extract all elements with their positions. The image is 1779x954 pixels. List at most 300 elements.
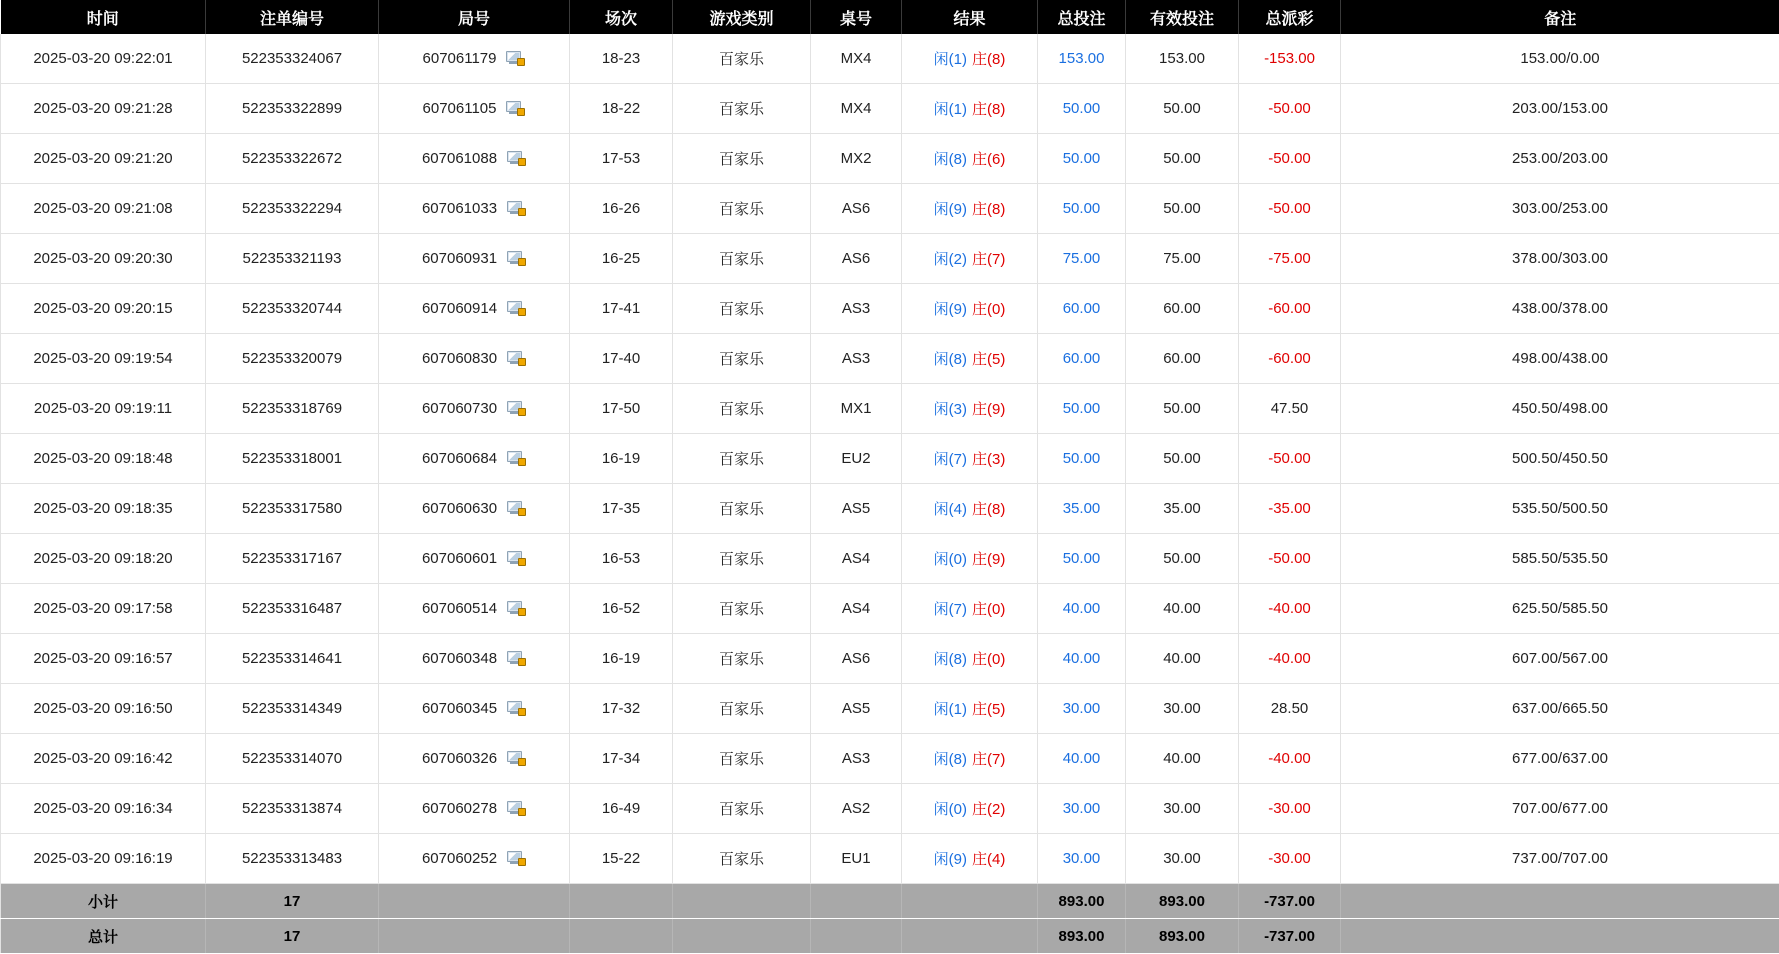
cell-payout: 47.50 xyxy=(1239,384,1341,434)
result-player: 闲(8) xyxy=(934,351,967,368)
cell-time: 2025-03-20 09:19:54 xyxy=(1,334,206,384)
monitor-replay-icon[interactable] xyxy=(507,751,526,766)
table-row xyxy=(1,84,1779,134)
cell-gametype: 百家乐 xyxy=(673,684,811,734)
cell-tableno: AS6 xyxy=(811,184,902,234)
result-banker: 庄(9) xyxy=(972,551,1005,568)
cell-gametype: 百家乐 xyxy=(673,584,811,634)
cell-tableno: AS4 xyxy=(811,584,902,634)
summary-count: 17 xyxy=(206,919,379,954)
result-player: 闲(4) xyxy=(934,501,967,518)
cell-round xyxy=(379,34,570,84)
cell-result xyxy=(902,784,1038,834)
round-number: 607061179 xyxy=(423,50,497,67)
cell-validbet: 40.00 xyxy=(1126,634,1239,684)
monitor-replay-icon[interactable] xyxy=(507,251,526,266)
cell-validbet: 40.00 xyxy=(1126,584,1239,634)
monitor-replay-icon[interactable] xyxy=(507,401,526,416)
summary-totalbet: 893.00 xyxy=(1038,919,1126,954)
cell-session: 16-26 xyxy=(570,184,673,234)
cell-remark: 585.50/535.50 xyxy=(1341,534,1779,584)
cell-gametype: 百家乐 xyxy=(673,834,811,884)
cell-remark: 607.00/567.00 xyxy=(1341,634,1779,684)
summary-empty-session xyxy=(570,884,673,919)
round-number: 607060914 xyxy=(422,300,497,317)
cell-time: 2025-03-20 09:16:50 xyxy=(1,684,206,734)
cell-orderno: 522353314349 xyxy=(206,684,379,734)
round-number: 607060252 xyxy=(422,850,497,867)
table-row xyxy=(1,784,1779,834)
cell-gametype: 百家乐 xyxy=(673,384,811,434)
cell-round xyxy=(379,434,570,484)
cell-round xyxy=(379,334,570,384)
monitor-replay-icon[interactable] xyxy=(507,351,526,366)
cell-tableno: EU1 xyxy=(811,834,902,884)
column-header-result: 结果 xyxy=(902,0,1038,34)
cell-round xyxy=(379,484,570,534)
result-banker: 庄(8) xyxy=(972,501,1005,518)
cell-gametype: 百家乐 xyxy=(673,734,811,784)
summary-validbet: 893.00 xyxy=(1126,884,1239,919)
cell-remark: 438.00/378.00 xyxy=(1341,284,1779,334)
result-banker: 庄(0) xyxy=(972,301,1005,318)
cell-round xyxy=(379,534,570,584)
result-player: 闲(7) xyxy=(934,601,967,618)
round-number: 607060326 xyxy=(422,750,497,767)
table-row xyxy=(1,284,1779,334)
cell-gametype: 百家乐 xyxy=(673,184,811,234)
cell-validbet: 50.00 xyxy=(1126,184,1239,234)
cell-gametype: 百家乐 xyxy=(673,84,811,134)
cell-validbet: 30.00 xyxy=(1126,784,1239,834)
cell-session: 18-23 xyxy=(570,34,673,84)
cell-time: 2025-03-20 09:21:28 xyxy=(1,84,206,134)
cell-remark: 498.00/438.00 xyxy=(1341,334,1779,384)
cell-time: 2025-03-20 09:16:57 xyxy=(1,634,206,684)
cell-time: 2025-03-20 09:20:30 xyxy=(1,234,206,284)
monitor-replay-icon[interactable] xyxy=(507,651,526,666)
cell-totalbet: 50.00 xyxy=(1038,434,1126,484)
cell-payout: -50.00 xyxy=(1239,134,1341,184)
cell-result xyxy=(902,634,1038,684)
round-number: 607060345 xyxy=(422,700,497,717)
cell-time: 2025-03-20 09:20:15 xyxy=(1,284,206,334)
cell-totalbet: 153.00 xyxy=(1038,34,1126,84)
table-row xyxy=(1,34,1779,84)
cell-session: 18-22 xyxy=(570,84,673,134)
cell-round xyxy=(379,784,570,834)
cell-result xyxy=(902,184,1038,234)
cell-tableno: MX4 xyxy=(811,84,902,134)
cell-session: 17-41 xyxy=(570,284,673,334)
cell-gametype: 百家乐 xyxy=(673,34,811,84)
table-row xyxy=(1,184,1779,234)
cell-tableno: AS5 xyxy=(811,484,902,534)
summary-empty-session xyxy=(570,919,673,954)
cell-totalbet: 50.00 xyxy=(1038,184,1126,234)
result-player: 闲(3) xyxy=(934,401,967,418)
cell-result xyxy=(902,134,1038,184)
cell-tableno: AS6 xyxy=(811,634,902,684)
cell-remark: 253.00/203.00 xyxy=(1341,134,1779,184)
cell-totalbet: 30.00 xyxy=(1038,834,1126,884)
column-header-round: 局号 xyxy=(379,0,570,34)
monitor-replay-icon[interactable] xyxy=(507,151,526,166)
summary-label: 小计 xyxy=(1,884,206,919)
result-banker: 庄(8) xyxy=(972,101,1005,118)
cell-tableno: AS3 xyxy=(811,734,902,784)
cell-round xyxy=(379,84,570,134)
summary-empty-remark xyxy=(1341,919,1779,954)
cell-round xyxy=(379,684,570,734)
cell-time: 2025-03-20 09:18:20 xyxy=(1,534,206,584)
cell-orderno: 522353322672 xyxy=(206,134,379,184)
cell-result xyxy=(902,84,1038,134)
cell-totalbet: 60.00 xyxy=(1038,334,1126,384)
column-header-time: 时间 xyxy=(1,0,206,34)
cell-remark: 535.50/500.50 xyxy=(1341,484,1779,534)
cell-remark: 378.00/303.00 xyxy=(1341,234,1779,284)
cell-validbet: 75.00 xyxy=(1126,234,1239,284)
cell-result xyxy=(902,834,1038,884)
column-header-remark: 备注 xyxy=(1341,0,1779,34)
cell-session: 16-52 xyxy=(570,584,673,634)
cell-session: 16-19 xyxy=(570,434,673,484)
cell-remark: 153.00/0.00 xyxy=(1341,34,1779,84)
cell-validbet: 50.00 xyxy=(1126,534,1239,584)
cell-validbet: 60.00 xyxy=(1126,284,1239,334)
cell-session: 15-22 xyxy=(570,834,673,884)
cell-tableno: AS3 xyxy=(811,284,902,334)
result-banker: 庄(6) xyxy=(972,151,1005,168)
monitor-replay-icon[interactable] xyxy=(506,101,525,116)
cell-validbet: 60.00 xyxy=(1126,334,1239,384)
cell-time: 2025-03-20 09:21:08 xyxy=(1,184,206,234)
cell-validbet: 50.00 xyxy=(1126,134,1239,184)
cell-session: 17-34 xyxy=(570,734,673,784)
cell-orderno: 522353318001 xyxy=(206,434,379,484)
cell-tableno: MX4 xyxy=(811,34,902,84)
result-player: 闲(1) xyxy=(934,701,967,718)
cell-remark: 677.00/637.00 xyxy=(1341,734,1779,784)
table-row xyxy=(1,484,1779,534)
round-number: 607061033 xyxy=(422,200,497,217)
cell-payout: -30.00 xyxy=(1239,784,1341,834)
monitor-replay-icon[interactable] xyxy=(507,301,526,316)
cell-gametype: 百家乐 xyxy=(673,434,811,484)
cell-round xyxy=(379,234,570,284)
cell-tableno: MX2 xyxy=(811,134,902,184)
result-player: 闲(7) xyxy=(934,451,967,468)
cell-session: 16-25 xyxy=(570,234,673,284)
cell-orderno: 522353320079 xyxy=(206,334,379,384)
summary-empty-result xyxy=(902,919,1038,954)
cell-result xyxy=(902,534,1038,584)
cell-tableno: AS4 xyxy=(811,534,902,584)
cell-remark: 303.00/253.00 xyxy=(1341,184,1779,234)
round-number: 607060730 xyxy=(422,400,497,417)
cell-validbet: 50.00 xyxy=(1126,84,1239,134)
cell-session: 17-53 xyxy=(570,134,673,184)
result-banker: 庄(8) xyxy=(972,201,1005,218)
round-number: 607060514 xyxy=(422,600,497,617)
summary-payout: -737.00 xyxy=(1239,884,1341,919)
cell-payout: -50.00 xyxy=(1239,534,1341,584)
monitor-replay-icon[interactable] xyxy=(506,51,525,66)
column-header-session: 场次 xyxy=(570,0,673,34)
monitor-replay-icon[interactable] xyxy=(507,851,526,866)
cell-payout: -153.00 xyxy=(1239,34,1341,84)
cell-payout: -75.00 xyxy=(1239,234,1341,284)
table-row xyxy=(1,734,1779,784)
result-banker: 庄(5) xyxy=(972,351,1005,368)
result-banker: 庄(4) xyxy=(972,851,1005,868)
cell-orderno: 522353322899 xyxy=(206,84,379,134)
cell-totalbet: 40.00 xyxy=(1038,734,1126,784)
cell-round xyxy=(379,734,570,784)
cell-result xyxy=(902,434,1038,484)
cell-payout: -30.00 xyxy=(1239,834,1341,884)
column-header-validbet: 有效投注 xyxy=(1126,0,1239,34)
result-player: 闲(8) xyxy=(934,751,967,768)
monitor-replay-icon[interactable] xyxy=(507,451,526,466)
cell-result xyxy=(902,484,1038,534)
cell-totalbet: 50.00 xyxy=(1038,84,1126,134)
cell-round xyxy=(379,384,570,434)
cell-round xyxy=(379,284,570,334)
header-row xyxy=(1,0,1779,34)
summary-empty-tableno xyxy=(811,884,902,919)
table-row xyxy=(1,584,1779,634)
round-number: 607060601 xyxy=(422,550,497,567)
table-row xyxy=(1,634,1779,684)
result-player: 闲(9) xyxy=(934,301,967,318)
table-row xyxy=(1,534,1779,584)
table-row xyxy=(1,334,1779,384)
cell-payout: -50.00 xyxy=(1239,84,1341,134)
cell-gametype: 百家乐 xyxy=(673,134,811,184)
result-banker: 庄(5) xyxy=(972,701,1005,718)
column-header-totalbet: 总投注 xyxy=(1038,0,1126,34)
cell-remark: 707.00/677.00 xyxy=(1341,784,1779,834)
monitor-replay-icon[interactable] xyxy=(507,601,526,616)
table-row xyxy=(1,434,1779,484)
cell-totalbet: 75.00 xyxy=(1038,234,1126,284)
round-number: 607060348 xyxy=(422,650,497,667)
column-header-tableno: 桌号 xyxy=(811,0,902,34)
cell-result xyxy=(902,384,1038,434)
cell-time: 2025-03-20 09:19:11 xyxy=(1,384,206,434)
result-player: 闲(8) xyxy=(934,651,967,668)
result-player: 闲(0) xyxy=(934,551,967,568)
cell-time: 2025-03-20 09:18:48 xyxy=(1,434,206,484)
cell-session: 17-35 xyxy=(570,484,673,534)
cell-tableno: MX1 xyxy=(811,384,902,434)
summary-empty-remark xyxy=(1341,884,1779,919)
cell-result xyxy=(902,334,1038,384)
cell-payout: -35.00 xyxy=(1239,484,1341,534)
cell-orderno: 522353313874 xyxy=(206,784,379,834)
cell-totalbet: 40.00 xyxy=(1038,584,1126,634)
monitor-replay-icon[interactable] xyxy=(507,701,526,716)
cell-round xyxy=(379,134,570,184)
result-player: 闲(1) xyxy=(934,101,967,118)
round-number: 607060278 xyxy=(422,800,497,817)
monitor-replay-icon[interactable] xyxy=(507,501,526,516)
summary-empty-gametype xyxy=(673,884,811,919)
cell-orderno: 522353321193 xyxy=(206,234,379,284)
result-banker: 庄(7) xyxy=(972,251,1005,268)
cell-tableno: AS3 xyxy=(811,334,902,384)
cell-result xyxy=(902,284,1038,334)
result-player: 闲(2) xyxy=(934,251,967,268)
cell-result xyxy=(902,34,1038,84)
cell-time: 2025-03-20 09:17:58 xyxy=(1,584,206,634)
monitor-replay-icon[interactable] xyxy=(507,551,526,566)
cell-payout: 28.50 xyxy=(1239,684,1341,734)
cell-session: 17-32 xyxy=(570,684,673,734)
cell-orderno: 522353313483 xyxy=(206,834,379,884)
cell-session: 17-40 xyxy=(570,334,673,384)
round-number: 607060684 xyxy=(422,450,497,467)
result-banker: 庄(7) xyxy=(972,751,1005,768)
summary-count: 17 xyxy=(206,884,379,919)
cell-round xyxy=(379,184,570,234)
column-header-orderno: 注单编号 xyxy=(206,0,379,34)
cell-orderno: 522353320744 xyxy=(206,284,379,334)
cell-payout: -40.00 xyxy=(1239,634,1341,684)
cell-orderno: 522353314070 xyxy=(206,734,379,784)
table-row xyxy=(1,384,1779,434)
cell-payout: -50.00 xyxy=(1239,434,1341,484)
summary-totalbet: 893.00 xyxy=(1038,884,1126,919)
cell-gametype: 百家乐 xyxy=(673,284,811,334)
cell-result xyxy=(902,584,1038,634)
cell-totalbet: 35.00 xyxy=(1038,484,1126,534)
cell-result xyxy=(902,234,1038,284)
cell-time: 2025-03-20 09:18:35 xyxy=(1,484,206,534)
cell-session: 16-19 xyxy=(570,634,673,684)
cell-orderno: 522353316487 xyxy=(206,584,379,634)
cell-result xyxy=(902,734,1038,784)
summary-row xyxy=(1,884,1779,919)
round-number: 607061105 xyxy=(423,100,497,117)
cell-time: 2025-03-20 09:21:20 xyxy=(1,134,206,184)
cell-gametype: 百家乐 xyxy=(673,634,811,684)
table-row xyxy=(1,234,1779,284)
cell-totalbet: 50.00 xyxy=(1038,384,1126,434)
cell-totalbet: 50.00 xyxy=(1038,134,1126,184)
table-row xyxy=(1,684,1779,734)
cell-round xyxy=(379,634,570,684)
cell-remark: 450.50/498.00 xyxy=(1341,384,1779,434)
cell-validbet: 30.00 xyxy=(1126,834,1239,884)
table-row xyxy=(1,834,1779,884)
cell-tableno: AS6 xyxy=(811,234,902,284)
cell-gametype: 百家乐 xyxy=(673,534,811,584)
column-header-payout: 总派彩 xyxy=(1239,0,1341,34)
table-header xyxy=(1,0,1779,34)
cell-orderno: 522353314641 xyxy=(206,634,379,684)
result-player: 闲(9) xyxy=(934,851,967,868)
table-body xyxy=(1,34,1779,954)
cell-remark: 737.00/707.00 xyxy=(1341,834,1779,884)
cell-validbet: 40.00 xyxy=(1126,734,1239,784)
result-banker: 庄(3) xyxy=(972,451,1005,468)
result-player: 闲(9) xyxy=(934,201,967,218)
round-number: 607060931 xyxy=(422,250,497,267)
cell-payout: -60.00 xyxy=(1239,284,1341,334)
cell-time: 2025-03-20 09:16:19 xyxy=(1,834,206,884)
summary-payout: -737.00 xyxy=(1239,919,1341,954)
cell-gametype: 百家乐 xyxy=(673,484,811,534)
cell-validbet: 30.00 xyxy=(1126,684,1239,734)
cell-validbet: 35.00 xyxy=(1126,484,1239,534)
cell-orderno: 522353322294 xyxy=(206,184,379,234)
summary-label: 总计 xyxy=(1,919,206,954)
monitor-replay-icon[interactable] xyxy=(507,801,526,816)
cell-orderno: 522353318769 xyxy=(206,384,379,434)
cell-totalbet: 30.00 xyxy=(1038,784,1126,834)
summary-empty-result xyxy=(902,884,1038,919)
result-player: 闲(0) xyxy=(934,801,967,818)
cell-remark: 500.50/450.50 xyxy=(1341,434,1779,484)
result-banker: 庄(2) xyxy=(972,801,1005,818)
result-banker: 庄(9) xyxy=(972,401,1005,418)
result-banker: 庄(0) xyxy=(972,651,1005,668)
cell-validbet: 50.00 xyxy=(1126,434,1239,484)
cell-validbet: 153.00 xyxy=(1126,34,1239,84)
summary-empty-round xyxy=(379,919,570,954)
cell-time: 2025-03-20 09:16:42 xyxy=(1,734,206,784)
cell-time: 2025-03-20 09:22:01 xyxy=(1,34,206,84)
cell-totalbet: 60.00 xyxy=(1038,284,1126,334)
cell-orderno: 522353324067 xyxy=(206,34,379,84)
cell-tableno: EU2 xyxy=(811,434,902,484)
summary-empty-round xyxy=(379,884,570,919)
round-number: 607060630 xyxy=(422,500,497,517)
round-number: 607061088 xyxy=(422,150,497,167)
cell-gametype: 百家乐 xyxy=(673,334,811,384)
cell-session: 16-53 xyxy=(570,534,673,584)
cell-orderno: 522353317580 xyxy=(206,484,379,534)
cell-orderno: 522353317167 xyxy=(206,534,379,584)
cell-gametype: 百家乐 xyxy=(673,234,811,284)
cell-payout: -40.00 xyxy=(1239,584,1341,634)
cell-session: 16-49 xyxy=(570,784,673,834)
monitor-replay-icon[interactable] xyxy=(507,201,526,216)
cell-session: 17-50 xyxy=(570,384,673,434)
result-player: 闲(1) xyxy=(934,51,967,68)
cell-round xyxy=(379,834,570,884)
column-header-gametype: 游戏类别 xyxy=(673,0,811,34)
cell-round xyxy=(379,584,570,634)
summary-empty-tableno xyxy=(811,919,902,954)
cell-tableno: AS5 xyxy=(811,684,902,734)
table-row xyxy=(1,134,1779,184)
result-banker: 庄(8) xyxy=(972,51,1005,68)
result-banker: 庄(0) xyxy=(972,601,1005,618)
result-player: 闲(8) xyxy=(934,151,967,168)
cell-totalbet: 50.00 xyxy=(1038,534,1126,584)
round-number: 607060830 xyxy=(422,350,497,367)
cell-remark: 625.50/585.50 xyxy=(1341,584,1779,634)
cell-result xyxy=(902,684,1038,734)
cell-payout: -40.00 xyxy=(1239,734,1341,784)
cell-remark: 637.00/665.50 xyxy=(1341,684,1779,734)
cell-totalbet: 30.00 xyxy=(1038,684,1126,734)
summary-validbet: 893.00 xyxy=(1126,919,1239,954)
